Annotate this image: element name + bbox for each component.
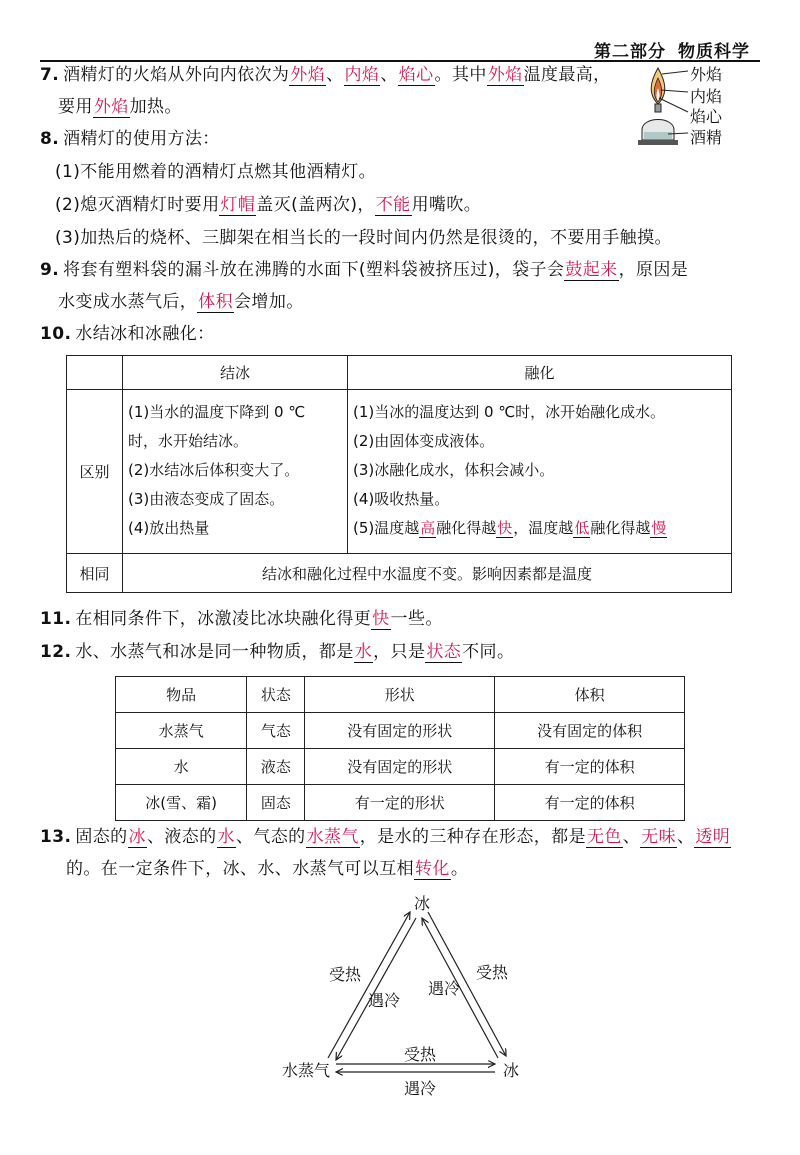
flame-label: 焰心 [690,107,723,126]
q7-line2: 要用外焰加热。 [58,97,182,117]
q7-line1: 7. 酒精灯的火焰从外向内依次为外焰、内焰、焰心。其中外焰温度最高， [40,65,611,85]
table-row: 冰(雪、霜) 固态 有一定的形状 有一定的体积 [116,785,685,821]
q8-step1: (1)不能用燃着的酒精灯点燃其他酒精灯。 [55,162,377,182]
states-table: 物品 状态 形状 体积 水蒸气 气态 没有固定的形状 没有固定的体积 水 液态 没有固定的形状 有一定的体积 冰(雪、霜) 固态 有一定的形状 有一定的体积 [115,676,685,821]
answer: 灯帽 [220,195,256,215]
q8-step2: (2)熄灭酒精灯时要用灯帽盖灭(盖两次)，不能用嘴吹。 [55,195,482,215]
q8-step3: (3)加热后的烧杯、三脚架在相当长的一段时间内仍然是很烫的，不要用手触摸。 [55,228,672,248]
flame-label: 内焰 [690,87,723,106]
answer: 透明 [695,827,731,847]
answer: 冰 [128,827,146,847]
q12: 12. 水、水蒸气和冰是同一种物质，都是水，只是状态不同。 [40,642,515,662]
answer: 体积 [198,292,234,312]
answer: 高 [420,519,436,537]
edge-label: 遇冷 [428,979,461,998]
q13-line2: 的。在一定条件下，冰、水、水蒸气可以互相转化。 [66,859,469,879]
edge-label: 遇冷 [404,1079,437,1098]
edge-label: 遇冷 [368,991,401,1010]
answer: 低 [574,519,590,537]
answer: 水 [354,642,373,662]
q13-line1: 13. 固态的冰、液态的水、气态的水蒸气，是水的三种存在形态，都是无色、无味、透明 [40,827,731,847]
answer: 不能 [375,195,411,215]
freeze-cell: (1)当水的温度下降到 0 ℃ 时，水开始结冰。 (2)水结冰后体积变大了。 (3)由液态变成了固态。 (4)放出热量 [123,390,348,554]
arrow [328,912,410,1058]
node-vapor: 水蒸气 [282,1061,331,1080]
table-header: 结冰 [123,356,348,390]
answer: 外焰 [487,65,523,85]
answer: 焰心 [398,65,434,85]
answer: 外焰 [290,65,326,85]
answer: 快 [372,609,390,629]
answer: 内焰 [344,65,380,85]
header-part: 第二部分 [594,42,666,62]
flame-label: 酒精 [690,128,723,147]
q10-title: 10. 水结冰和冰融化： [40,324,215,344]
freeze-melt-table [66,355,732,593]
q11: 11. 在相同条件下，冰激凌比冰块融化得更快一些。 [40,609,443,629]
edge-label: 受热 [476,963,509,982]
row-label: 区别 [67,390,123,554]
edge-label: 受热 [404,1045,437,1064]
page-header [582,37,750,62]
edge-label: 受热 [329,965,362,984]
q9-line1: 9. 将套有塑料袋的漏斗放在沸腾的水面下(塑料袋被挤压过)，袋子会鼓起来，原因是 [40,260,689,280]
answer: 转化 [415,859,450,879]
q8-title: 8. 酒精灯的使用方法： [40,129,220,149]
answer: 慢 [651,519,667,537]
melt-cell: (1)当冰的温度达到 0 ℃时，冰开始融化成水。 (2)由固体变成液体。 (3)冰融化成水，体积会减小。 (4)吸收热量。 (5)温度越高融化得越快，温度越低融化得越慢 [348,390,732,554]
row-label: 相同 [67,554,123,593]
answer: 无味 [641,827,676,847]
answer: 水蒸气 [306,827,359,847]
answer: 水 [217,827,235,847]
node-ice: 冰 [503,1061,520,1080]
node-ice: 冰 [414,894,431,913]
table-header: 融化 [348,356,732,390]
table-row: 水蒸气 气态 没有固定的形状 没有固定的体积 [116,713,685,749]
header-subject: 物质科学 [678,42,750,62]
q9-line2: 水变成水蒸气后，体积会增加。 [58,292,304,312]
same-cell: 结冰和融化过程中水温度不变。影响因素都是温度 [123,554,732,593]
table-row: 水 液态 没有固定的形状 有一定的体积 [116,749,685,785]
answer: 无色 [586,827,622,847]
answer: 鼓起来 [565,260,618,280]
flame-label: 外焰 [690,65,723,84]
answer: 外焰 [93,97,129,117]
answer: 快 [497,519,513,537]
answer: 状态 [426,642,462,662]
